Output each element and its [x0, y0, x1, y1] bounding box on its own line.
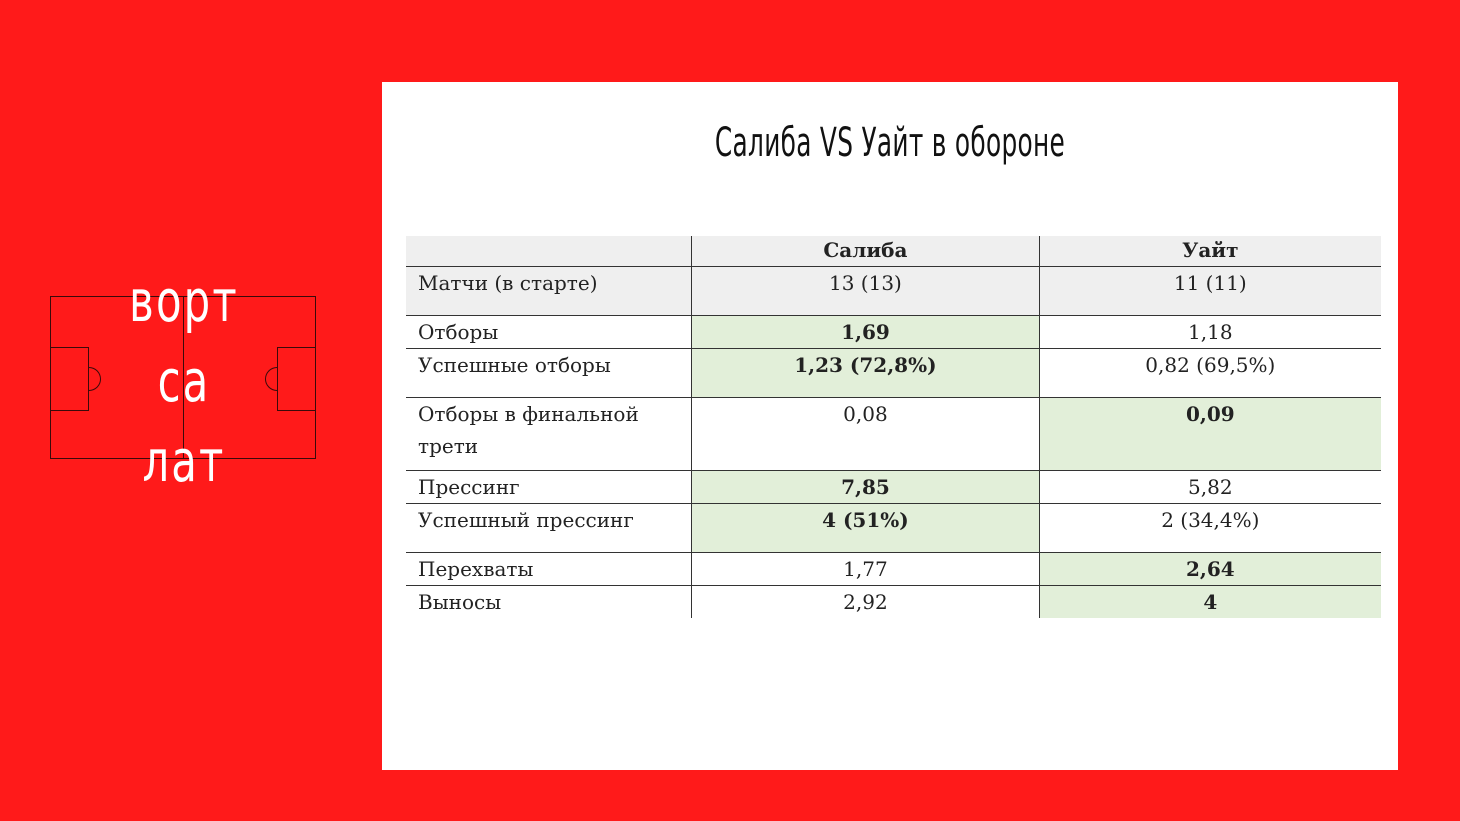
header-white: Уайт [1039, 236, 1381, 267]
slide-title: Салиба VS Уайт в обороне [714, 120, 1066, 166]
white-value: 0,82 (69,5%) [1145, 353, 1276, 377]
table-row [406, 316, 1381, 349]
table-row [406, 504, 1381, 553]
table-row [406, 586, 1381, 619]
table-row [406, 471, 1381, 504]
white-value: 1,18 [1188, 320, 1233, 344]
brand-logo [48, 268, 320, 494]
saliba-value: 1,77 [692, 553, 1039, 586]
table-row [406, 267, 1381, 316]
row-label: Перехваты [406, 553, 692, 586]
saliba-value: 0,08 [692, 398, 1039, 471]
saliba-value: 13 (13) [692, 267, 1039, 316]
table-row [406, 349, 1381, 398]
row-label: Выносы [406, 586, 692, 619]
logo-word-1: ворт [129, 267, 239, 335]
white-value: 11 (11) [1173, 271, 1247, 295]
row-label: Успешные отборы [406, 349, 692, 398]
saliba-value: 2,92 [692, 586, 1039, 619]
logo-word-2: са [157, 347, 211, 415]
white-value: 4 [1039, 586, 1381, 619]
saliba-value: 4 (51%) [692, 504, 1039, 553]
white-value: 2,64 [1039, 553, 1381, 586]
logo-word-3: лат [142, 427, 226, 495]
saliba-value: 1,23 (72,8%) [692, 349, 1039, 398]
table-row [406, 398, 1381, 471]
row-label: Прессинг [406, 471, 692, 504]
saliba-value: 1,69 [692, 316, 1039, 349]
header-saliba: Салиба [692, 236, 1039, 267]
white-value: 0,09 [1039, 398, 1381, 471]
stats-table [406, 236, 1381, 618]
white-value: 5,82 [1188, 475, 1233, 499]
row-label: Матчи (в старте) [406, 267, 692, 316]
header-empty [406, 236, 692, 267]
slide-panel [382, 82, 1398, 770]
row-label: Отборы в финальной трети [406, 398, 692, 471]
saliba-value: 7,85 [692, 471, 1039, 504]
white-value: 2 (34,4%) [1161, 508, 1260, 532]
table-header-row [406, 236, 1381, 267]
row-label: Успешный прессинг [406, 504, 692, 553]
row-label: Отборы [406, 316, 692, 349]
table-row [406, 553, 1381, 586]
